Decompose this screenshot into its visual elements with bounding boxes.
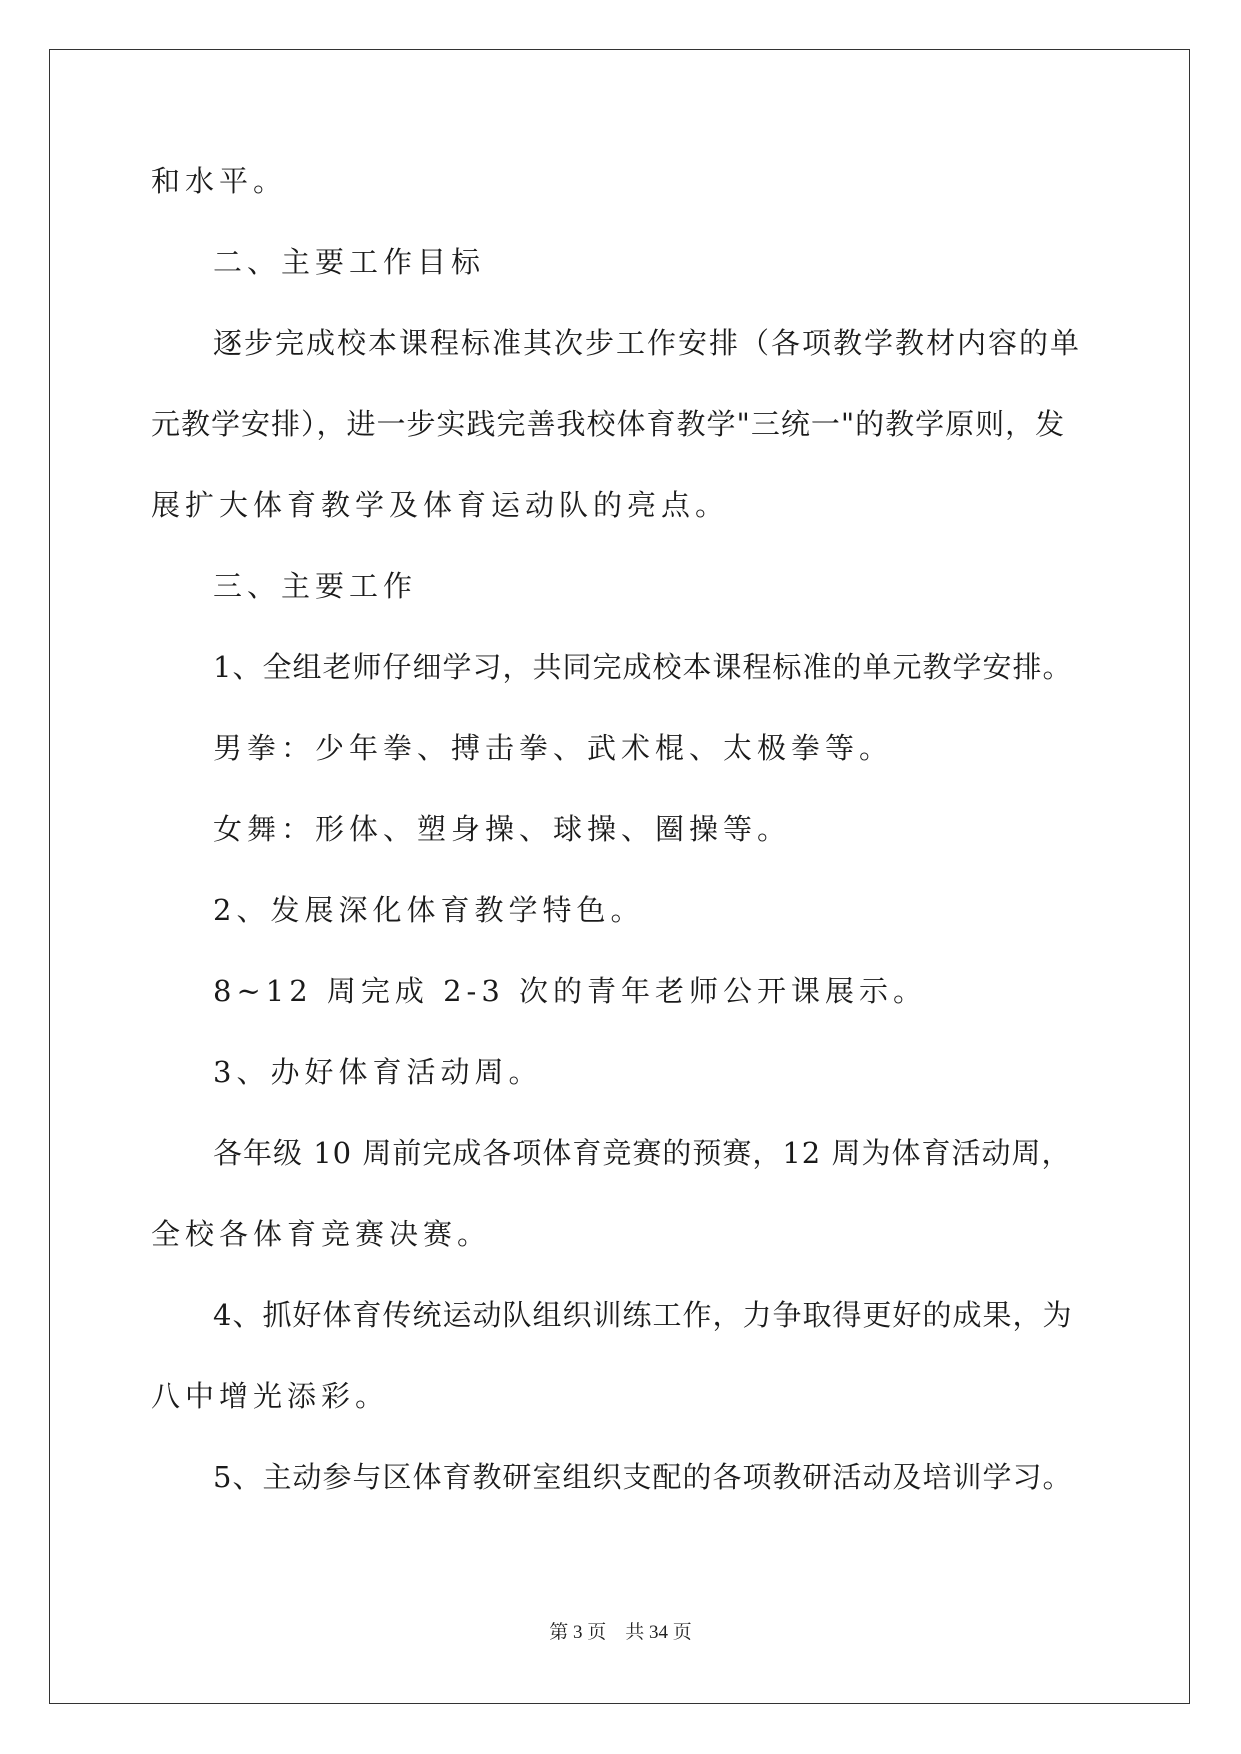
list-item: 1、全组老师仔细学习，共同完成校本课程标准的单元教学安排。 <box>213 650 1073 684</box>
page-number: 第 3 页 <box>549 1622 607 1643</box>
document-body <box>151 163 1091 1540</box>
list-item: 2、发展深化体育教学特色。 <box>213 893 645 927</box>
page-footer <box>0 1617 1241 1644</box>
text-line: 八中增光添彩。 <box>151 1379 390 1413</box>
list-item: 3、办好体育活动周。 <box>213 1055 543 1089</box>
text-line: 元教学安排），进一步实践完善我校体育教学"三统一"的教学原则，发 <box>151 407 1066 441</box>
text-line: 8~12 周完成 2-3 次的青年老师公开课展示。 <box>213 974 928 1008</box>
section-heading: 三、主要工作 <box>213 569 418 603</box>
text-line: 展扩大体育教学及体育运动队的亮点。 <box>151 488 730 522</box>
list-item: 4、抓好体育传统运动队组织训练工作，力争取得更好的成果，为 <box>213 1298 1073 1332</box>
text-line: 女舞：形体、塑身操、球操、圈操等。 <box>213 812 792 846</box>
list-item: 5、主动参与区体育教研室组织支配的各项教研活动及培训学习。 <box>213 1460 1073 1494</box>
page-total: 共 34 页 <box>625 1622 692 1643</box>
text-line: 各年级 10 周前完成各项体育竞赛的预赛，12 周为体育活动周， <box>213 1136 1072 1170</box>
text-line: 和水平。 <box>151 164 288 198</box>
section-heading: 二、主要工作目标 <box>213 245 486 279</box>
text-line: 男拳：少年拳、搏击拳、武术棍、太极拳等。 <box>213 731 894 765</box>
text-line: 逐步完成校本课程标准其次步工作安排（各项教学教材内容的单 <box>213 326 1082 360</box>
text-line: 全校各体育竞赛决赛。 <box>151 1217 492 1251</box>
